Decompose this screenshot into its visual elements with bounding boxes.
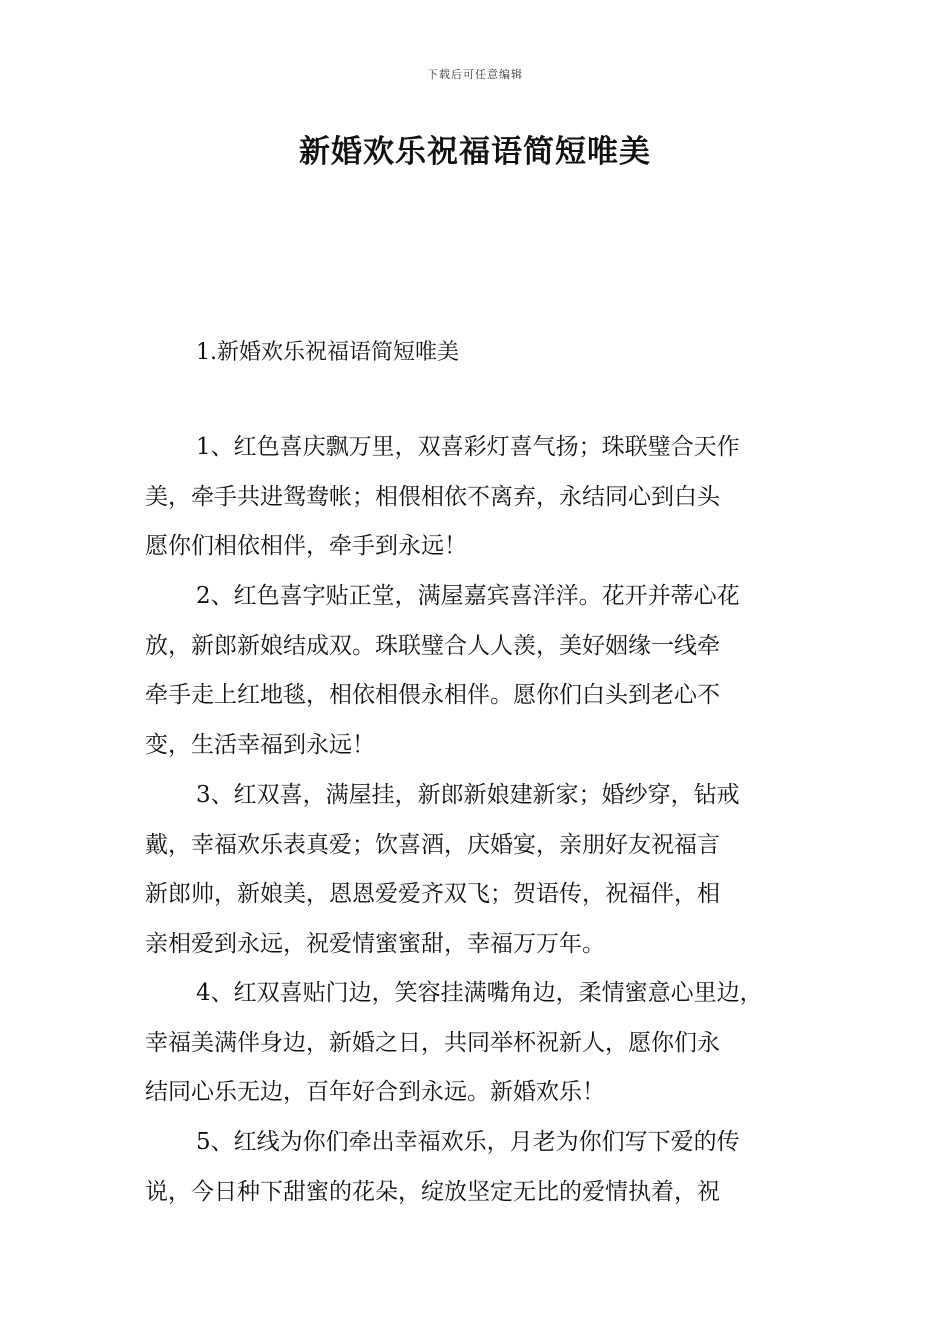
entry-line: 结同心乐无边，百年好合到永远。新婚欢乐！	[145, 1079, 605, 1105]
entry-line: 愿你们相依相伴，牵手到永远！	[145, 533, 467, 559]
entry-line: 变，生活幸福到永远！	[145, 731, 375, 758]
document-title: 新婚欢乐祝福语简短唯美	[299, 134, 651, 170]
header-note: 下载后可任意编辑	[427, 68, 523, 81]
entry-line: 牵手走上红地毯，相依相偎永相伴。愿你们白头到老心不	[145, 682, 720, 708]
entry-line: 1、红色喜庆飘万里，双喜彩灯喜气扬；珠联璧合天作	[196, 434, 740, 460]
blessing-entry-4	[145, 969, 763, 1118]
entry-line: 亲相爱到永远，祝爱情蜜蜜甜，幸福万万年。	[145, 930, 605, 957]
section-heading: 1.新婚欢乐祝福语简短唯美	[196, 340, 459, 365]
entry-line: 戴，幸福欢乐表真爱；饮喜酒，庆婚宴，亲朋好友祝福言	[145, 831, 720, 858]
blessing-entry-1	[145, 423, 740, 572]
entry-line: 2、红色喜字贴正堂，满屋嘉宾喜洋洋。花开并蒂心花	[196, 583, 740, 609]
entry-line: 5、红线为你们牵出幸福欢乐，月老为你们写下爱的传	[196, 1129, 740, 1155]
blessing-entry-5	[145, 1118, 740, 1217]
entry-line: 3、红双喜，满屋挂，新郎新娘建新家；婚纱穿，钻戒	[196, 782, 740, 808]
blessing-entry-2	[145, 572, 740, 770]
entry-line: 放，新郎新娘结成双。珠联璧合人人羡，美好姻缘一线牵	[145, 632, 720, 659]
entry-line: 新郎帅，新娘美，恩恩爱爱齐双飞；贺语传，祝福伴，相	[145, 881, 720, 907]
entry-line: 美，牵手共进鸳鸯帐；相偎相依不离弃，永结同心到白头	[145, 483, 720, 510]
entry-line: 4、红双喜贴门边，笑容挂满嘴角边，柔情蜜意心里边，	[196, 980, 763, 1006]
entry-line: 幸福美满伴身边，新婚之日，共同举杯祝新人，愿你们永	[145, 1029, 720, 1056]
entry-line: 说，今日种下甜蜜的花朵，绽放坚定无比的爱情执着，祝	[145, 1178, 720, 1205]
blessing-entry-3	[145, 771, 740, 969]
